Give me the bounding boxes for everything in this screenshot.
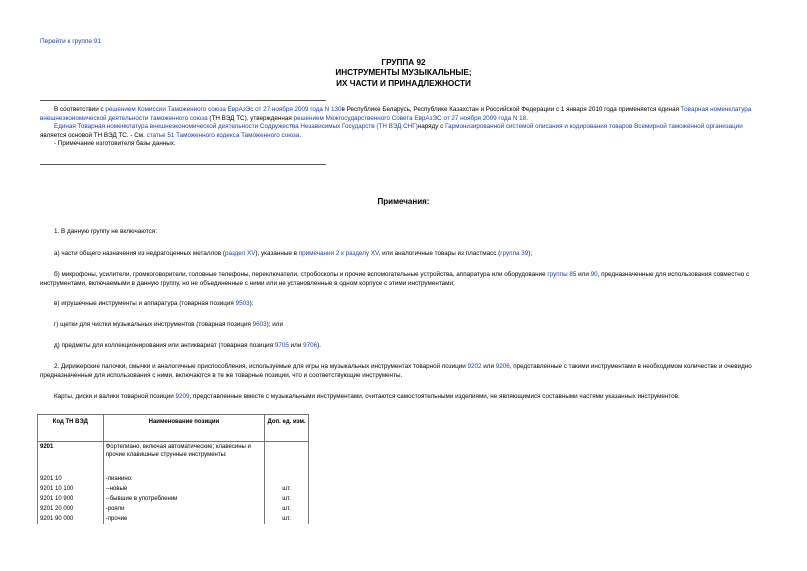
table-row <box>38 442 309 475</box>
link-9706[interactable]: 9706 <box>303 342 318 349</box>
link-tn-ved-ts[interactable]: Товарная номенклатура внешнеэкономической деятельности таможенного союза <box>40 106 752 122</box>
cell-code: 9201 90 000 <box>38 514 104 524</box>
header-code: Код ТН ВЭД <box>38 415 104 442</box>
tariff-table <box>37 414 309 524</box>
text: в Республике Беларусь, Республике Казахстан и Российской Федерации с 1 января 2010 года применяется единая <box>341 106 681 113</box>
cell-code: 9201 10 100 <box>38 484 104 494</box>
text: В соответствии с <box>54 106 106 113</box>
note-1-g <box>40 321 768 330</box>
table-row <box>38 504 309 514</box>
intro-paragraph-3: - Примечание изготовителя базы данных. <box>54 140 176 147</box>
note-1-v <box>40 300 768 309</box>
text: Карты, диски и валики товарной позиции <box>54 393 176 400</box>
note-1: 1. В данную группу не включаются: <box>54 228 157 235</box>
text: б) микрофоны, усилители, громкоговорители, головные телефоны, переключатели, стробоскопы и прочие вспомогательные устройства, аппаратура или оборудование <box>54 271 548 278</box>
cell-unit <box>265 442 309 475</box>
text: ). <box>317 342 321 349</box>
text: ); <box>528 250 533 257</box>
text: . <box>299 131 302 139</box>
text: или <box>481 363 496 370</box>
link-note-2-section-xv[interactable]: примечании 2 к разделу XV <box>298 250 379 257</box>
cell-code: 9201 10 <box>38 474 104 484</box>
group-title-line1: ГРУППА 92 <box>381 58 426 67</box>
note-1-a <box>40 250 768 259</box>
cell-code: 9201 20 000 <box>38 504 104 514</box>
table-row <box>38 494 309 504</box>
cell-code: 9201 10 900 <box>38 494 104 504</box>
group-title-line3: ИХ ЧАСТИ И ПРИНАДЛЕЖНОСТИ <box>336 78 471 88</box>
notes-heading: Примечания: <box>377 197 430 206</box>
link-9603[interactable]: 9603 <box>252 321 267 328</box>
link-9705[interactable]: 9705 <box>274 342 289 349</box>
note-1-d <box>40 342 768 351</box>
table-header-row <box>38 415 309 442</box>
table-row <box>38 514 309 524</box>
text: а) части общего назначения из недрагоценных металлов ( <box>54 250 225 257</box>
table-row <box>38 474 309 484</box>
text: 2. Дирижерские палочки, смычки и аналогичные приспособления, используемые для игры на музыкальных инструментах товарной позиции <box>54 363 468 370</box>
intro-paragraph-1 <box>40 106 768 123</box>
link-9209[interactable]: 9209 <box>175 393 190 400</box>
link-customs-code-51[interactable]: статье 51 Таможенного кодекса Таможенного союза <box>146 131 300 139</box>
cell-name: Фортепиано, включая автоматические; клавесины и прочие клавишные струнные инструменты: <box>103 442 264 475</box>
cell-unit: шт. <box>265 494 309 504</box>
link-group-90[interactable]: 90 <box>590 271 598 278</box>
link-9202[interactable]: 9202 <box>467 363 482 370</box>
text: в) игрушечные инструменты и аппаратура (товарная позиция <box>54 300 236 307</box>
header-name: Наименование позиции <box>103 415 264 442</box>
note-2 <box>40 363 768 380</box>
group-title <box>0 58 807 89</box>
link-group-85[interactable]: группы 85 <box>547 271 577 278</box>
text: является основой ТН ВЭД ТС. - См. <box>40 131 147 139</box>
text: , предназначенные для использования совместно с инструментами, включаемыми в данную группу, но не объединенные с ними или не установленные в одном корпусе с этими инструментами; <box>40 271 750 287</box>
cell-code: 9201 <box>38 442 104 475</box>
text: ); <box>249 300 254 307</box>
link-harmonized-system[interactable]: Гармонизированной системой описания и кодирования товаров Всемирной таможенной организации <box>445 123 743 130</box>
cell-unit: шт. <box>265 514 309 524</box>
link-tn-ved-sng[interactable]: Единая Товарная номенклатура внешнеэкономической деятельности Содружества Независимых Государств (ТН ВЭД СНГ) <box>54 123 418 130</box>
text: . <box>526 114 528 122</box>
header-unit: Доп. ед. изм. <box>265 415 309 442</box>
cell-unit: шт. <box>265 504 309 514</box>
text: (ТН ВЭД ТС), утвержденная <box>207 114 294 122</box>
divider-bottom <box>40 164 326 165</box>
intro-paragraph-2 <box>40 123 768 140</box>
text: или <box>576 271 591 278</box>
intro-block <box>40 106 768 149</box>
text: наряду с <box>417 123 446 130</box>
cell-name: --новые <box>103 484 264 494</box>
link-group-39[interactable]: группа 39 <box>500 250 529 257</box>
note-cards <box>40 393 768 402</box>
text: ), указанные в <box>255 250 299 257</box>
group-title-line2: ИНСТРУМЕНТЫ МУЗЫКАЛЬНЫЕ; <box>335 68 472 78</box>
cell-name: -рояли <box>103 504 264 514</box>
text: , представленные с такими инструментами в необходимом количестве и очевидно предназначенные для использования с ними, включаются в те же товарные позиции, что и соответствующие инструменты. <box>40 363 752 379</box>
text: д) предметы для коллекционирования или антиквариат (товарная позиция <box>54 342 275 349</box>
text: , представленные вместе с музыкальными инструментами, считаются самостоятельными изделиями, не являющимися составными частями указанных инструментов. <box>189 393 680 400</box>
link-9503[interactable]: 9503 <box>235 300 250 307</box>
text: или <box>288 342 304 349</box>
divider-top <box>40 100 326 101</box>
cell-unit <box>265 474 309 484</box>
link-section-xv[interactable]: раздел XV <box>224 250 256 257</box>
cell-name: -пианино: <box>103 474 264 484</box>
cell-unit: шт. <box>265 484 309 494</box>
link-decision-130[interactable]: решением Комиссии Таможенного союза ЕврАзЭс от 27 ноября 2009 года N 130 <box>105 106 342 113</box>
goto-group-91-link[interactable]: Перейти к группе 91 <box>40 38 102 45</box>
text: , или аналогичные товары из пластмасс ( <box>378 250 501 257</box>
link-9206[interactable]: 9206 <box>495 363 510 370</box>
note-1-b <box>40 271 768 288</box>
cell-name: -прочие <box>103 514 264 524</box>
link-decision-18[interactable]: решением Межгосударственного Совета ЕврАзЭС от 27 ноября 2009 года N 18 <box>293 114 527 122</box>
cell-name: --бывшие в употреблении <box>103 494 264 504</box>
table-row <box>38 484 309 494</box>
text: ); или <box>266 321 283 328</box>
text: г) щетки для чистки музыкальных инструментов (товарная позиция <box>54 321 253 328</box>
